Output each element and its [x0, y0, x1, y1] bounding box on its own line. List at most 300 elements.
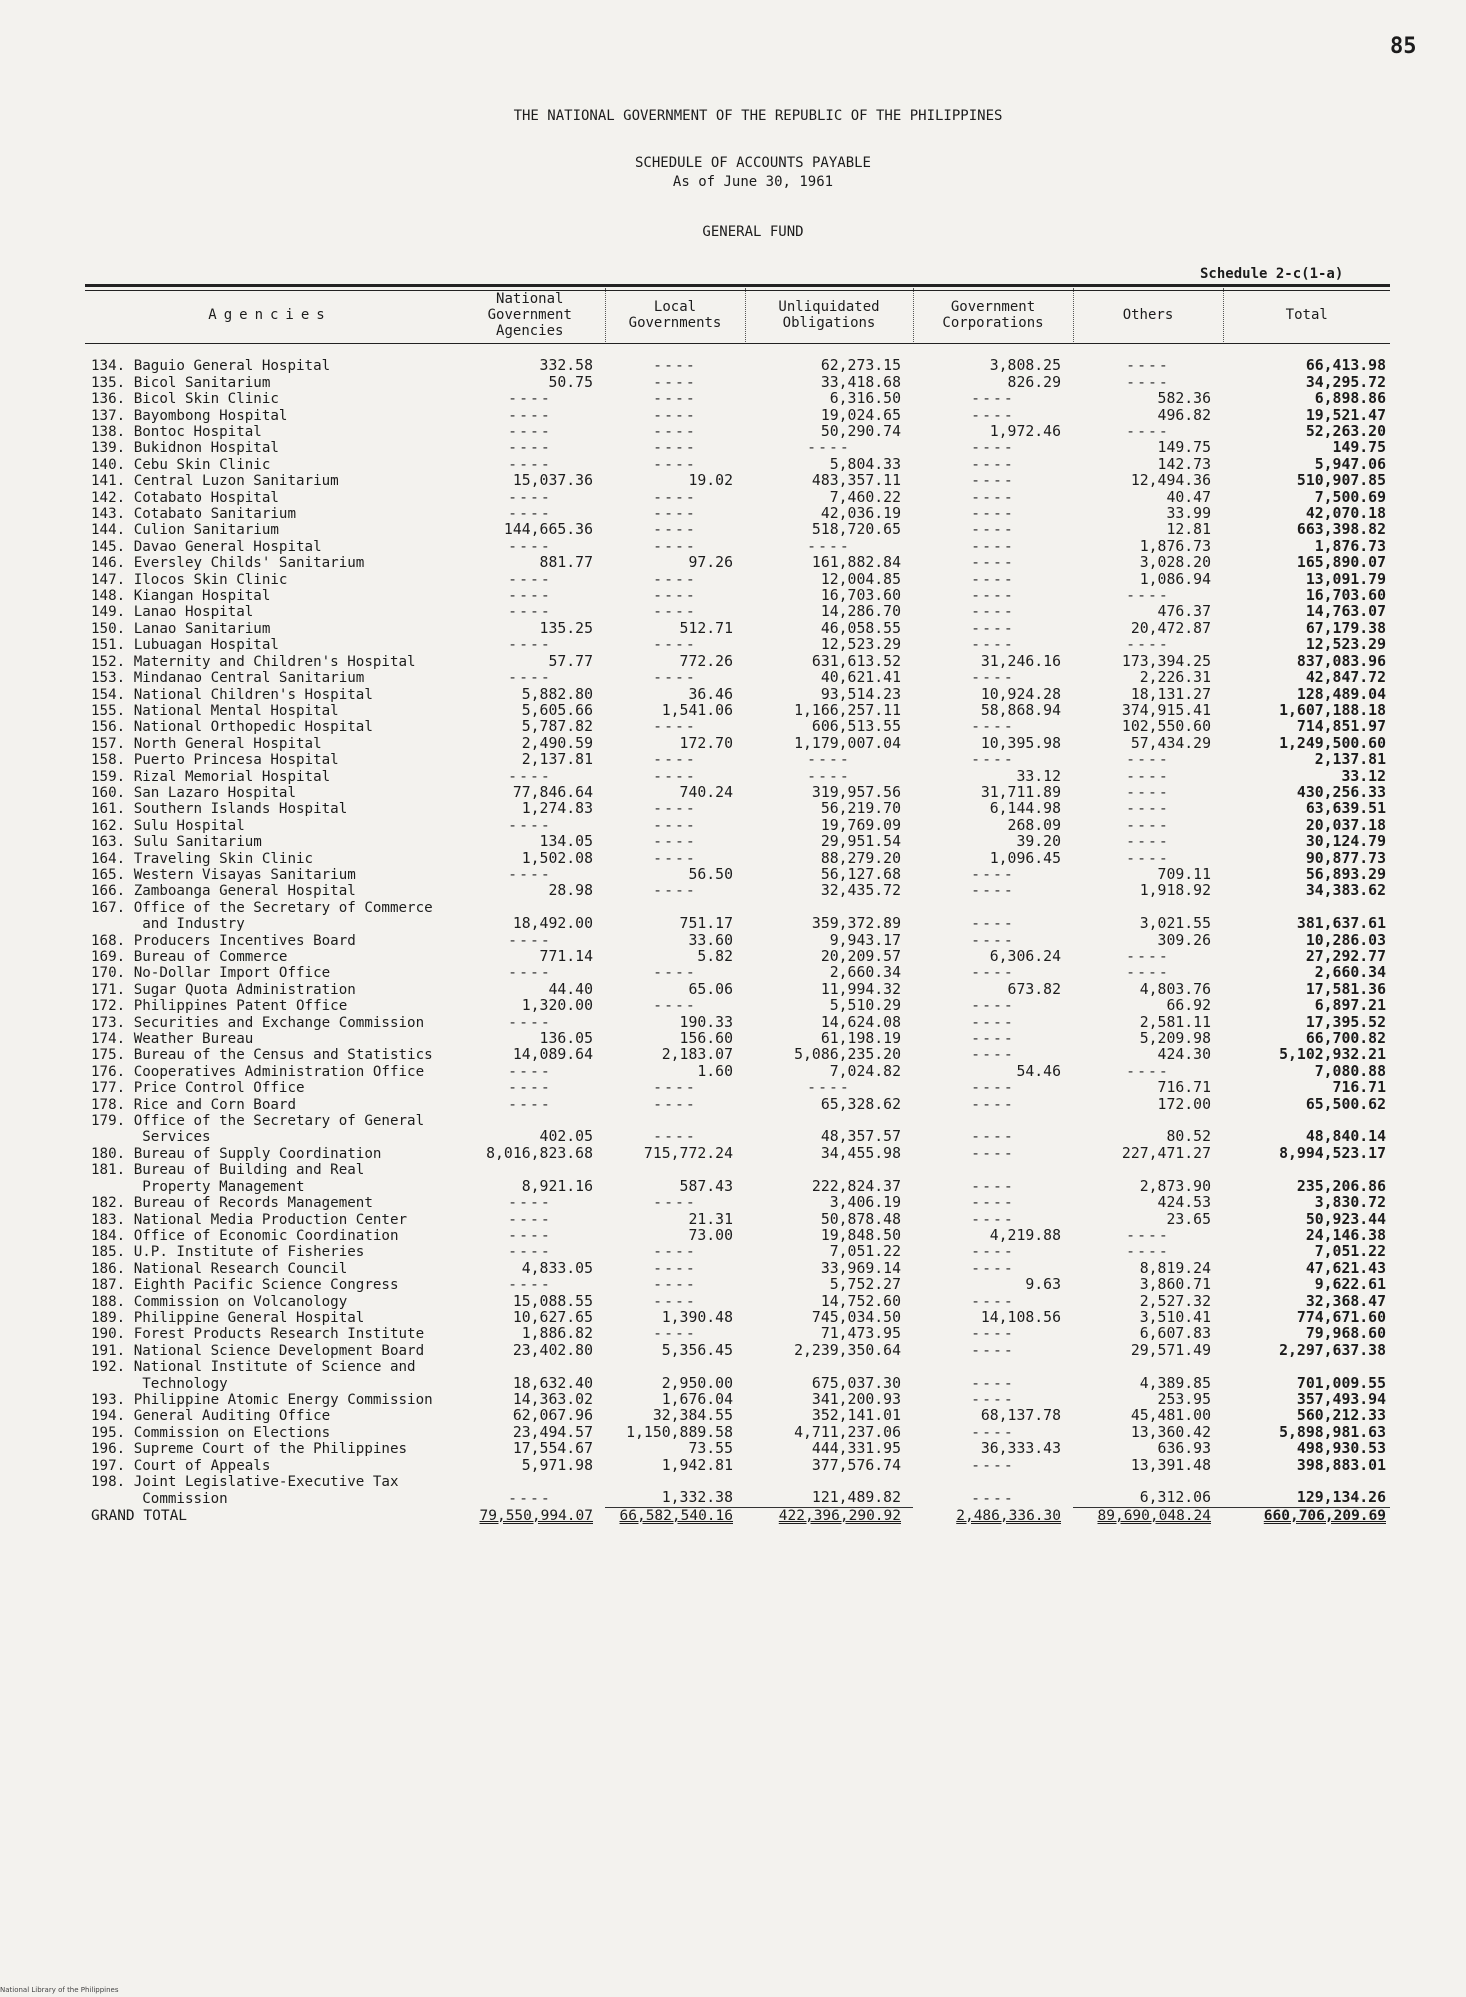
table-row — [85, 1162, 1390, 1178]
cell-local-governments: 97.26 — [688, 555, 733, 572]
cell-local-governments: ---- — [653, 1129, 697, 1146]
footer-credit: National Library of the Philippines — [0, 1986, 119, 1994]
cell-agency: 179. Office of the Secretary of General — [91, 1113, 425, 1130]
cell-national-government: ---- — [508, 866, 552, 883]
cell-government-corporations: ---- — [971, 998, 1015, 1015]
cell-government-corporations: 14,108.56 — [980, 1309, 1061, 1326]
cell-local-governments: ---- — [653, 440, 697, 457]
grand-total-unliquidated-obligations: 422,396,290.92 — [778, 1507, 901, 1524]
cell-national-government: 14,089.64 — [512, 1047, 593, 1064]
cell-unliquidated-obligations — [745, 900, 913, 916]
cell-national-government: 5,605.66 — [521, 702, 593, 719]
cell-government-corporations: 6,144.98 — [989, 801, 1061, 818]
cell-total: 9,622.61 — [1314, 1277, 1386, 1294]
cell-government-corporations: ---- — [971, 506, 1015, 523]
cell-government-corporations: 6,306.24 — [989, 949, 1061, 966]
cell-others: 496.82 — [1157, 407, 1211, 424]
cell-unliquidated-obligations: 33,969.14 — [820, 1260, 901, 1277]
cell-total: 357,493.94 — [1296, 1391, 1386, 1408]
cell-local-governments — [605, 1474, 745, 1490]
cell-agency: 147. Ilocos Skin Clinic — [91, 571, 288, 588]
cell-others: ---- — [1126, 850, 1170, 867]
cell-others: 2,581.11 — [1139, 1014, 1211, 1031]
cell-agency: 192. National Institute of Science and — [91, 1359, 416, 1376]
cell-government-corporations: 826.29 — [1007, 374, 1061, 391]
cell-total: 837,083.96 — [1296, 653, 1386, 670]
table-row — [85, 1179, 1390, 1195]
cell-agency: 188. Commission on Volcanology — [91, 1293, 348, 1310]
cell-government-corporations: 4,219.88 — [989, 1227, 1061, 1244]
cell-others: ---- — [1126, 834, 1170, 851]
cell-government-corporations: ---- — [971, 407, 1015, 424]
cell-local-governments: ---- — [653, 637, 697, 654]
cell-national-government: ---- — [508, 391, 552, 408]
cell-government-corporations: ---- — [971, 1326, 1015, 1343]
cell-total — [1223, 1162, 1390, 1178]
cell-government-corporations: ---- — [971, 670, 1015, 687]
cell-government-corporations: 1,096.45 — [989, 850, 1061, 867]
cell-agency: 176. Cooperatives Administration Office — [91, 1063, 425, 1080]
cell-national-government: ---- — [508, 817, 552, 834]
cell-national-government: ---- — [508, 1227, 552, 1244]
table-row — [85, 391, 1390, 407]
cell-government-corporations: 54.46 — [1016, 1063, 1061, 1080]
cell-government-corporations: ---- — [971, 1375, 1015, 1392]
government-title: THE NATIONAL GOVERNMENT OF THE REPUBLIC OF THE PHILIPPINES — [513, 108, 1003, 124]
cell-agency: 183. National Media Production Center — [91, 1211, 408, 1228]
cell-others: 33.99 — [1166, 506, 1211, 523]
cell-local-governments: ---- — [653, 965, 697, 982]
table-row — [85, 604, 1390, 620]
cell-unliquidated-obligations: 483,357.11 — [811, 473, 901, 490]
cell-others: 4,389.85 — [1139, 1375, 1211, 1392]
cell-others: ---- — [1126, 374, 1170, 391]
table-row — [85, 637, 1390, 653]
cell-total: 774,671.60 — [1296, 1309, 1386, 1326]
table-row — [85, 490, 1390, 506]
table-row — [85, 1146, 1390, 1162]
table-row — [85, 1244, 1390, 1260]
cell-national-government: 136.05 — [539, 1031, 593, 1048]
cell-others: 3,028.20 — [1139, 555, 1211, 572]
cell-total: 7,051.22 — [1314, 1244, 1386, 1261]
cell-government-corporations: 58,868.94 — [980, 702, 1061, 719]
cell-agency: 146. Eversley Childs' Sanitarium — [91, 555, 365, 572]
cell-unliquidated-obligations: ---- — [807, 538, 851, 555]
cell-local-governments: ---- — [653, 374, 697, 391]
cell-agency: 153. Mindanao Central Sanitarium — [91, 670, 365, 687]
cell-others: 3,510.41 — [1139, 1309, 1211, 1326]
table-row — [85, 883, 1390, 899]
cell-total — [1223, 1474, 1390, 1490]
cell-unliquidated-obligations: 2,660.34 — [829, 965, 901, 982]
cell-total: 33.12 — [1341, 768, 1386, 785]
cell-government-corporations: 31,711.89 — [980, 784, 1061, 801]
cell-unliquidated-obligations: 56,219.70 — [820, 801, 901, 818]
table-row — [85, 851, 1390, 867]
cell-agency: 150. Lanao Sanitarium — [91, 620, 271, 637]
table-row — [85, 965, 1390, 981]
cell-total: 24,146.38 — [1305, 1227, 1386, 1244]
cell-agency: 187. Eighth Pacific Science Congress — [91, 1277, 399, 1294]
cell-government-corporations: 10,395.98 — [980, 735, 1061, 752]
table-row — [85, 1113, 1390, 1129]
cell-agency: 191. National Science Development Board — [91, 1342, 425, 1359]
cell-national-government: ---- — [508, 604, 552, 621]
cell-unliquidated-obligations: 606,513.55 — [811, 719, 901, 736]
cell-others: 309.26 — [1157, 932, 1211, 949]
cell-government-corporations: 31,246.16 — [980, 653, 1061, 670]
table-row — [85, 998, 1390, 1014]
cell-national-government: 8,921.16 — [521, 1178, 593, 1195]
cell-government-corporations: ---- — [971, 473, 1015, 490]
cell-local-governments: 65.06 — [688, 981, 733, 998]
cell-local-governments: 587.43 — [679, 1178, 733, 1195]
cell-agency: 174. Weather Bureau — [91, 1031, 254, 1048]
cell-unliquidated-obligations: 50,878.48 — [820, 1211, 901, 1228]
cell-others: 424.53 — [1157, 1195, 1211, 1212]
cell-total: 30,124.79 — [1305, 834, 1386, 851]
cell-national-government — [455, 1162, 605, 1178]
cell-government-corporations: ---- — [971, 538, 1015, 555]
cell-national-government: 28.98 — [548, 883, 593, 900]
cell-local-governments: ---- — [653, 883, 697, 900]
cell-agency: 170. No-Dollar Import Office — [91, 965, 331, 982]
cell-national-government: 2,490.59 — [521, 735, 593, 752]
cell-local-governments: 36.46 — [688, 686, 733, 703]
cell-others — [1073, 1113, 1223, 1129]
grand-total-national-government: 79,550,994.07 — [479, 1507, 593, 1524]
cell-unliquidated-obligations: 62,273.15 — [820, 358, 901, 375]
cell-total: 42,070.18 — [1305, 506, 1386, 523]
cell-others: 709.11 — [1157, 866, 1211, 883]
cell-government-corporations: 33.12 — [1016, 768, 1061, 785]
cell-government-corporations: ---- — [971, 1080, 1015, 1097]
cell-national-government: 5,882.80 — [521, 686, 593, 703]
schedule-title: SCHEDULE OF ACCOUNTS PAYABLE — [634, 155, 871, 171]
table-row — [85, 1408, 1390, 1424]
cell-national-government: ---- — [508, 1063, 552, 1080]
cell-national-government: 23,494.57 — [512, 1424, 593, 1441]
cell-government-corporations: ---- — [971, 932, 1015, 949]
cell-total: 17,581.36 — [1305, 981, 1386, 998]
cell-total: 20,037.18 — [1305, 817, 1386, 834]
table-row — [85, 818, 1390, 834]
cell-agency: 196. Supreme Court of the Philippines — [91, 1441, 408, 1458]
table-row — [85, 719, 1390, 735]
cell-agency: 142. Cotabato Hospital — [91, 489, 279, 506]
cell-unliquidated-obligations: 222,824.37 — [811, 1178, 901, 1195]
cell-local-governments: ---- — [653, 1293, 697, 1310]
cell-others: 1,086.94 — [1139, 571, 1211, 588]
table-row — [85, 555, 1390, 571]
cell-national-government: ---- — [508, 407, 552, 424]
cell-local-governments: ---- — [653, 801, 697, 818]
cell-local-governments: ---- — [653, 1326, 697, 1343]
cell-government-corporations: ---- — [971, 555, 1015, 572]
cell-national-government: 2,137.81 — [521, 752, 593, 769]
cell-national-government: 10,627.65 — [512, 1309, 593, 1326]
cell-total: 1,607,188.18 — [1279, 702, 1386, 719]
cell-others: 29,571.49 — [1130, 1342, 1211, 1359]
cell-local-governments: 1,942.81 — [661, 1457, 733, 1474]
cell-total: 7,500.69 — [1314, 489, 1386, 506]
table-row — [85, 1015, 1390, 1031]
cell-agency: 182. Bureau of Records Management — [91, 1195, 373, 1212]
cell-others: 1,876.73 — [1139, 538, 1211, 555]
cell-agency: 154. National Children's Hospital — [91, 686, 373, 703]
cell-total: 128,489.04 — [1296, 686, 1386, 703]
cell-total — [1223, 1359, 1390, 1375]
table-row — [85, 1359, 1390, 1375]
cell-others: 6,607.83 — [1139, 1326, 1211, 1343]
cell-others: 13,391.48 — [1130, 1457, 1211, 1474]
cell-unliquidated-obligations: 20,209.57 — [820, 949, 901, 966]
cell-local-governments: 32,384.55 — [652, 1408, 733, 1425]
cell-unliquidated-obligations: 377,576.74 — [811, 1457, 901, 1474]
cell-total: 1,249,500.60 — [1279, 735, 1386, 752]
cell-unliquidated-obligations: 745,034.50 — [811, 1309, 901, 1326]
cell-unliquidated-obligations: 631,613.52 — [811, 653, 901, 670]
table-row — [85, 1441, 1390, 1457]
cell-unliquidated-obligations: 5,086,235.20 — [794, 1047, 901, 1064]
cell-total: 8,994,523.17 — [1279, 1145, 1386, 1162]
cell-agency: 178. Rice and Corn Board — [91, 1096, 296, 1113]
cell-unliquidated-obligations: 161,882.84 — [811, 555, 901, 572]
table-row — [85, 1064, 1390, 1080]
table-row — [85, 1310, 1390, 1326]
cell-national-government: 17,554.67 — [512, 1441, 593, 1458]
cell-local-governments: ---- — [653, 834, 697, 851]
table-row — [85, 1458, 1390, 1474]
cell-agency: 194. General Auditing Office — [91, 1408, 331, 1425]
cell-national-government: 402.05 — [539, 1129, 593, 1146]
cell-total: 13,091.79 — [1305, 571, 1386, 588]
cell-unliquidated-obligations: 65,328.62 — [820, 1096, 901, 1113]
cell-agency: 141. Central Luzon Sanitarium — [91, 473, 339, 490]
cell-local-governments: ---- — [653, 670, 697, 687]
cell-total: 52,263.20 — [1305, 424, 1386, 441]
cell-agency: 159. Rizal Memorial Hospital — [91, 768, 331, 785]
cell-total: 6,897.21 — [1314, 998, 1386, 1015]
cell-local-governments: ---- — [653, 719, 697, 736]
table-row — [85, 1212, 1390, 1228]
cell-local-governments: ---- — [653, 391, 697, 408]
cell-local-governments — [605, 1113, 745, 1129]
cell-unliquidated-obligations: 518,720.65 — [811, 522, 901, 539]
cell-others: ---- — [1126, 424, 1170, 441]
cell-total: 1,876.73 — [1314, 538, 1386, 555]
cell-government-corporations: ---- — [971, 1047, 1015, 1064]
cell-local-governments: 1,332.38 — [605, 1490, 745, 1507]
table-row — [85, 752, 1390, 768]
cell-others — [1073, 1474, 1223, 1490]
cell-local-governments: 156.60 — [679, 1031, 733, 1048]
cell-total: 510,907.85 — [1296, 473, 1386, 490]
cell-total: 716.71 — [1332, 1080, 1386, 1097]
table-row — [85, 408, 1390, 424]
cell-local-governments: ---- — [653, 1080, 697, 1097]
cell-agency: 162. Sulu Hospital — [91, 817, 245, 834]
cell-unliquidated-obligations: 359,372.89 — [811, 916, 901, 933]
cell-agency: 152. Maternity and Children's Hospital — [91, 653, 416, 670]
table-row — [85, 1294, 1390, 1310]
cell-local-governments: 172.70 — [679, 735, 733, 752]
cell-government-corporations: ---- — [971, 1260, 1015, 1277]
cell-government-corporations: ---- — [971, 1391, 1015, 1408]
table-row — [85, 1129, 1390, 1145]
cell-others: ---- — [1126, 588, 1170, 605]
cell-unliquidated-obligations: 7,460.22 — [829, 489, 901, 506]
column-header-local-governments: Local Governments — [605, 288, 745, 342]
cell-agency: 144. Culion Sanitarium — [91, 522, 279, 539]
table-top-rule — [85, 284, 1390, 287]
cell-agency: 136. Bicol Skin Clinic — [91, 391, 279, 408]
cell-government-corporations: ---- — [971, 604, 1015, 621]
cell-total: 663,398.82 — [1296, 522, 1386, 539]
cell-agency: 181. Bureau of Building and Real — [91, 1162, 365, 1179]
cell-national-government: 1,320.00 — [521, 998, 593, 1015]
cell-national-government: 50.75 — [548, 374, 593, 391]
cell-national-government: 5,971.98 — [521, 1457, 593, 1474]
cell-unliquidated-obligations — [745, 1113, 913, 1129]
grand-total-total: 660,706,209.69 — [1263, 1507, 1386, 1524]
table-row — [85, 933, 1390, 949]
cell-local-governments: ---- — [653, 604, 697, 621]
cell-total: 66,413.98 — [1305, 358, 1386, 375]
cell-agency: 138. Bontoc Hospital — [91, 424, 262, 441]
table-row — [85, 621, 1390, 637]
cell-government-corporations: ---- — [971, 1293, 1015, 1310]
cell-national-government: ---- — [508, 1211, 552, 1228]
cell-local-governments: ---- — [653, 998, 697, 1015]
cell-local-governments: ---- — [653, 588, 697, 605]
column-header-government-corporations: Government Corporations — [913, 288, 1073, 342]
cell-agency: 158. Puerto Princesa Hospital — [91, 752, 339, 769]
cell-total — [1223, 1113, 1390, 1129]
cell-government-corporations: ---- — [971, 1424, 1015, 1441]
cell-unliquidated-obligations: 46,058.55 — [820, 620, 901, 637]
cell-local-governments: ---- — [653, 1260, 697, 1277]
cell-local-governments — [605, 1359, 745, 1375]
cell-unliquidated-obligations: 19,848.50 — [820, 1227, 901, 1244]
cell-others: 5,209.98 — [1139, 1031, 1211, 1048]
cell-total: 5,947.06 — [1314, 456, 1386, 473]
cell-unliquidated-obligations: ---- — [807, 752, 851, 769]
cell-unliquidated-obligations: 33,418.68 — [820, 374, 901, 391]
cell-government-corporations: ---- — [971, 391, 1015, 408]
cell-national-government: 1,886.82 — [521, 1326, 593, 1343]
cell-government-corporations: 1,972.46 — [989, 424, 1061, 441]
cell-agency: 193. Philippine Atomic Energy Commission — [91, 1391, 433, 1408]
cell-others: ---- — [1126, 358, 1170, 375]
cell-national-government: 4,833.05 — [521, 1260, 593, 1277]
cell-others: ---- — [1126, 752, 1170, 769]
cell-others: 57,434.29 — [1130, 735, 1211, 752]
cell-local-governments: ---- — [653, 1277, 697, 1294]
cell-agency: Services — [91, 1129, 211, 1146]
cell-government-corporations: ---- — [971, 1014, 1015, 1031]
cell-unliquidated-obligations: 14,752.60 — [820, 1293, 901, 1310]
cell-agency: 173. Securities and Exchange Commission — [91, 1014, 425, 1031]
cell-total: 16,703.60 — [1305, 588, 1386, 605]
cell-others: ---- — [1126, 768, 1170, 785]
cell-agency: 177. Price Control Office — [91, 1080, 305, 1097]
cell-total: 63,639.51 — [1305, 801, 1386, 818]
cell-total: 90,877.73 — [1305, 850, 1386, 867]
cell-local-governments: ---- — [653, 768, 697, 785]
cell-government-corporations: ---- — [971, 1211, 1015, 1228]
cell-others: 45,481.00 — [1130, 1408, 1211, 1425]
cell-national-government: ---- — [508, 424, 552, 441]
cell-local-governments: 21.31 — [688, 1211, 733, 1228]
cell-total: 149.75 — [1332, 440, 1386, 457]
cell-local-governments: ---- — [653, 571, 697, 588]
cell-national-government: ---- — [508, 506, 552, 523]
cell-national-government — [455, 1474, 605, 1490]
table-row — [85, 1195, 1390, 1211]
cell-government-corporations: ---- — [971, 1342, 1015, 1359]
cell-local-governments: 33.60 — [688, 932, 733, 949]
cell-others: ---- — [1126, 637, 1170, 654]
cell-agency: 180. Bureau of Supply Coordination — [91, 1145, 382, 1162]
cell-national-government: ---- — [508, 1490, 552, 1507]
cell-local-governments: ---- — [653, 1096, 697, 1113]
cell-agency: 175. Bureau of the Census and Statistics — [91, 1047, 433, 1064]
table-row — [85, 1376, 1390, 1392]
table-row — [85, 867, 1390, 883]
cell-others: 253.95 — [1157, 1391, 1211, 1408]
cell-unliquidated-obligations: 12,523.29 — [820, 637, 901, 654]
grand-total-government-corporations: 2,486,336.30 — [956, 1507, 1061, 1524]
cell-local-governments: ---- — [653, 850, 697, 867]
cell-agency: 143. Cotabato Sanitarium — [91, 506, 296, 523]
cell-national-government: ---- — [508, 670, 552, 687]
cell-government-corporations: ---- — [971, 571, 1015, 588]
table-header-row — [85, 288, 1390, 342]
grand-total-row — [85, 1507, 1390, 1524]
cell-local-governments: ---- — [653, 522, 697, 539]
cell-others: 40.47 — [1166, 489, 1211, 506]
cell-others: ---- — [1126, 817, 1170, 834]
cell-agency: 171. Sugar Quota Administration — [91, 981, 356, 998]
cell-government-corporations: ---- — [971, 1096, 1015, 1113]
cell-national-government: ---- — [508, 1096, 552, 1113]
cell-national-government — [455, 1359, 605, 1375]
cell-government-corporations: 39.20 — [1016, 834, 1061, 851]
cell-local-governments: ---- — [653, 1244, 697, 1261]
cell-unliquidated-obligations: 4,711,237.06 — [794, 1424, 901, 1441]
table-row — [85, 801, 1390, 817]
table-row — [85, 440, 1390, 456]
table-row — [85, 769, 1390, 785]
cell-unliquidated-obligations: 48,357.57 — [820, 1129, 901, 1146]
cell-total: 67,179.38 — [1305, 620, 1386, 637]
cell-agency: 139. Bukidnon Hospital — [91, 440, 279, 457]
cell-agency: 145. Davao General Hospital — [91, 538, 322, 555]
cell-total: 5,898,981.63 — [1279, 1424, 1386, 1441]
cell-others: 23.65 — [1166, 1211, 1211, 1228]
cell-local-governments: 772.26 — [679, 653, 733, 670]
table-row — [85, 473, 1390, 489]
cell-local-governments — [605, 900, 745, 916]
table-row — [85, 1343, 1390, 1359]
cell-total: 79,968.60 — [1305, 1326, 1386, 1343]
cell-national-government: 5,787.82 — [521, 719, 593, 736]
column-header-total: Total — [1285, 307, 1328, 323]
cell-others: 227,471.27 — [1121, 1145, 1211, 1162]
cell-unliquidated-obligations: 341,200.93 — [811, 1391, 901, 1408]
